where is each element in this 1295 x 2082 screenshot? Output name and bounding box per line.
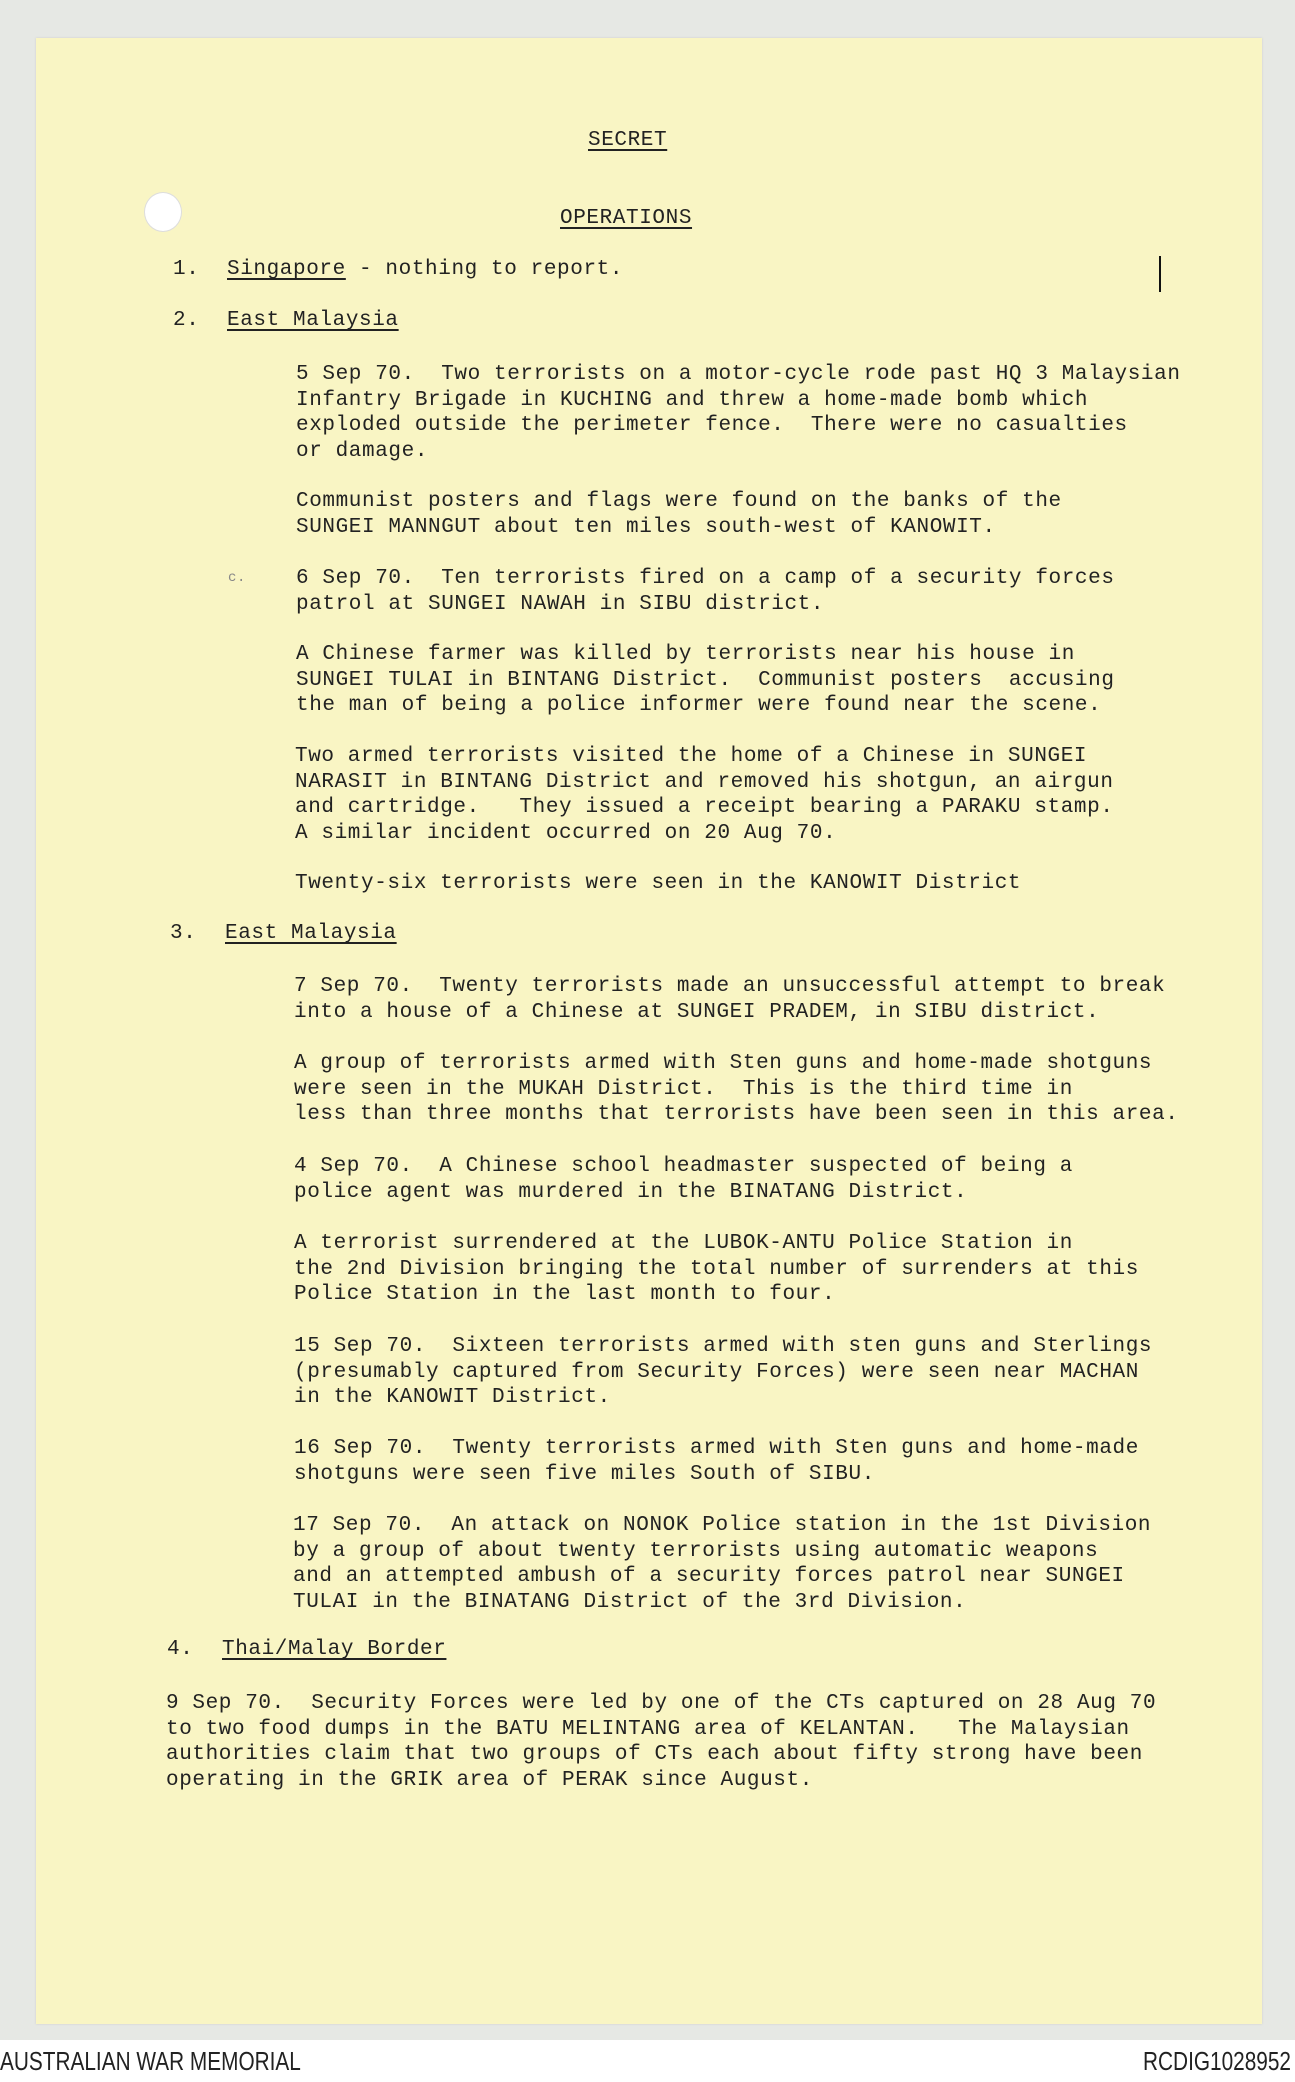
paragraph: 15 Sep 70. Sixteen terrorists armed with sten guns and Sterlings (presumably captured from Security Forces) were seen near MACHAN in the KANOWIT District. [294, 1335, 1153, 1409]
paragraph: 7 Sep 70. Twenty terrorists made an unsuccessful attempt to break into a house of a Chinese at SUNGEI PRADEM, in SIBU district. [294, 975, 1166, 1024]
footer-id: RCDIG1028952 [1143, 2046, 1291, 2076]
section-1 [227, 257, 623, 283]
section-number: 3. [170, 922, 197, 945]
paragraph: Communist posters and flags were found on the banks of the SUNGEI MANNGUT about ten miles south-west of KANOWIT. [296, 490, 1062, 539]
footer [0, 2040, 1295, 2082]
section-number: 2. [173, 309, 200, 332]
paragraph: 6 Sep 70. Ten terrorists fired on a camp of a security forces patrol at SUNGEI NAWAH in SIBU district. [296, 567, 1115, 616]
footer-source: AUSTRALIAN WAR MEMORIAL [0, 2046, 301, 2076]
margin-mark: c. [228, 570, 247, 586]
paragraph: Two armed terrorists visited the home of a Chinese in SUNGEI NARASIT in BINTANG District and removed his shotgun, an airgun and cartridge. They issued a receipt bearing a PARAKU stamp. A similar incident occurred on 20 Aug 70. [295, 745, 1114, 845]
paragraph: Twenty-six terrorists were seen in the KANOWIT District [295, 872, 1022, 895]
paragraph: A terrorist surrendered at the LUBOK-ANTU Police Station in the 2nd Division bringing the total number of surrenders at this Police Station in the last month to four. [294, 1232, 1139, 1306]
pen-mark [1159, 256, 1161, 292]
section-text: - nothing to report. [345, 258, 624, 281]
paragraph: A Chinese farmer was killed by terrorists near his house in SUNGEI TULAI in BINTANG District. Communist posters accusing the man of being a police informer were found near the scene. [296, 643, 1115, 717]
section-number: 4. [167, 1638, 194, 1661]
section-heading: Singapore [227, 258, 346, 281]
section-heading: East Malaysia [227, 309, 399, 332]
paragraph: 5 Sep 70. Two terrorists on a motor-cycle rode past HQ 3 Malaysian Infantry Brigade in KUCHING and threw a home-made bomb which exploded outside the perimeter fence. There were no casualties or damage. [296, 363, 1181, 463]
paragraph: 9 Sep 70. Security Forces were led by one of the CTs captured on 28 Aug 70 to two food dumps in the BATU MELINTANG area of KELANTAN. The Malaysian authorities claim that two groups of CTs each about fifty strong have been operating in the GRIK area of PERAK since August. [166, 1692, 1157, 1792]
section-number: 1. [173, 258, 200, 281]
punch-hole [144, 192, 182, 232]
section-heading: Thai/Malay Border [222, 1638, 447, 1661]
page-title: OPERATIONS [560, 207, 693, 230]
paragraph: 17 Sep 70. An attack on NONOK Police station in the 1st Division by a group of about twenty terrorists using automatic weapons and an attempted ambush of a security forces patrol near SUNGEI TULAI in the BINATANG District of the 3rd Division. [293, 1514, 1152, 1614]
paragraph: 4 Sep 70. A Chinese school headmaster suspected of being a police agent was murdered in the BINATANG District. [294, 1155, 1073, 1204]
section-heading: East Malaysia [225, 922, 397, 945]
classification: SECRET [588, 129, 668, 152]
paragraph: A group of terrorists armed with Sten guns and home-made shotguns were seen in the MUKAH District. This is the third time in less than three months that terrorists have been seen in this area. [294, 1052, 1179, 1126]
paragraph: 16 Sep 70. Twenty terrorists armed with Sten guns and home-made shotguns were seen five miles South of SIBU. [294, 1437, 1139, 1486]
